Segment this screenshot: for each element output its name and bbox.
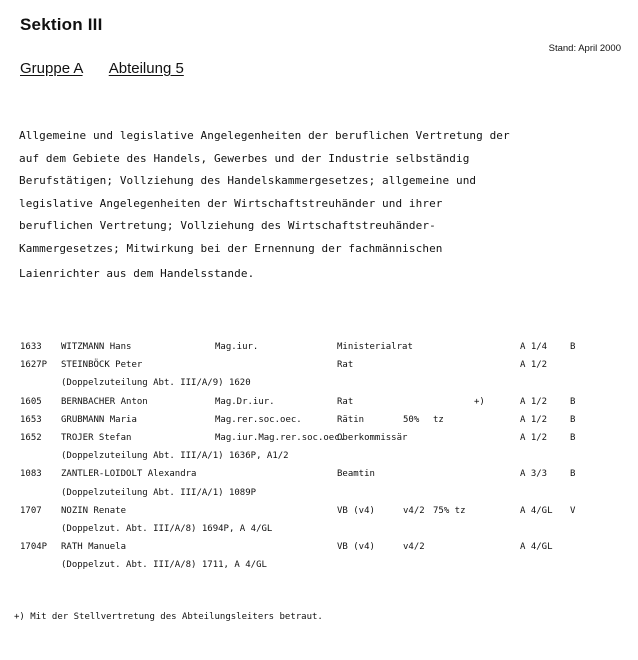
staff-suffix: B	[570, 432, 576, 443]
description-line: Berufstätigen; Vollziehung des Handelskammergesetzes; allgemeine und	[19, 174, 477, 187]
department-description	[19, 125, 629, 286]
staff-row	[0, 538, 638, 556]
description-line: Laienrichter aus dem Handelsstande.	[19, 267, 255, 280]
abteilung-label: Abteilung 5	[108, 60, 184, 77]
description-line: beruflichen Vertretung; Vollziehung des Wirtschaftstreuhänder-	[19, 219, 436, 232]
staff-plus: +)	[474, 396, 485, 407]
staff-name: WITZMANN Hans	[61, 342, 132, 352]
staff-rank: Ministerialrat	[337, 342, 413, 352]
staff-note: (Doppelzuteilung Abt. III/A/1) 1636P, A1/2	[61, 451, 289, 462]
staff-row	[0, 356, 638, 374]
staff-rank: Rat	[337, 360, 354, 371]
staff-row	[0, 393, 638, 411]
staff-grade: A 1/2	[520, 360, 548, 371]
description-line: Allgemeine und legislative Angelegenheiten der beruflichen Vertretung der	[19, 129, 510, 142]
staff-grade: A 1/4	[520, 342, 548, 352]
staff-row	[0, 502, 638, 520]
description-line: legislative Angelegenheiten der Wirtschaftstreuhänder und ihrer	[19, 196, 443, 210]
staff-title: Mag.Dr.iur.	[215, 396, 275, 407]
staff-grade: A 4/GL	[520, 542, 553, 553]
staff-note: (Doppelzut. Abt. III/A/8) 1711, A 4/GL	[61, 560, 267, 571]
staff-note-row	[0, 556, 638, 574]
staff-suffix: B	[570, 414, 576, 425]
staff-grade: A 1/2	[520, 414, 548, 425]
staff-list	[0, 338, 638, 574]
staff-rank: VB (v4)	[337, 542, 375, 553]
staff-name: NOZIN Renate	[61, 505, 127, 516]
staff-rank: Rat	[337, 396, 354, 407]
staff-note-row	[0, 484, 638, 502]
staff-note-row	[0, 520, 638, 538]
staff-grade: A 3/3	[520, 469, 548, 480]
staff-grade: A 1/2	[520, 432, 548, 443]
staff-suffix: B	[570, 396, 576, 407]
staff-note-row	[0, 447, 638, 465]
staff-id: 1627P	[20, 360, 48, 371]
staff-note-row	[0, 374, 638, 392]
staff-row	[0, 411, 638, 429]
staff-title: Mag.iur.Mag.rer.soc.oec.	[215, 432, 346, 443]
gruppe-label: Gruppe A	[20, 60, 83, 77]
staff-x1: v4/2	[403, 542, 425, 553]
staff-grade: A 1/2	[520, 396, 548, 407]
staff-id: 1707	[20, 505, 42, 516]
staff-name: GRUBMANN Maria	[61, 414, 137, 425]
staff-suffix: V	[570, 505, 576, 516]
staff-suffix: B	[570, 342, 576, 352]
staff-id: 1704P	[20, 542, 48, 553]
staff-x1: 50%	[403, 414, 420, 425]
stand-date: Stand: April 2000	[548, 43, 621, 54]
staff-rank: Beamtin	[337, 469, 375, 480]
staff-id: 1633	[20, 342, 42, 352]
staff-rank: VB (v4)	[337, 505, 375, 516]
staff-id: 1083	[20, 469, 42, 480]
staff-title: Mag.rer.soc.oec.	[215, 414, 302, 425]
staff-note: (Doppelzut. Abt. III/A/8) 1694P, A 4/GL	[61, 523, 273, 534]
staff-title: Mag.iur.	[215, 342, 259, 352]
group-heading	[20, 60, 184, 77]
staff-id: 1652	[20, 432, 42, 443]
staff-grade: A 4/GL	[520, 505, 553, 516]
staff-id: 1605	[20, 396, 42, 407]
footnote: +) Mit der Stellvertretung des Abteilungsleiters betraut.	[14, 612, 323, 622]
staff-row	[0, 429, 638, 447]
staff-row	[0, 465, 638, 483]
description-line: auf dem Gebiete des Handels, Gewerbes und der Industrie selbständig	[19, 151, 470, 165]
staff-x1: v4/2	[403, 505, 425, 516]
staff-suffix: B	[570, 469, 576, 480]
staff-id: 1653	[20, 414, 42, 425]
staff-x2: tz	[433, 414, 444, 425]
staff-x2: 75% tz	[433, 505, 466, 516]
staff-name: BERNBACHER Anton	[61, 396, 148, 407]
description-line: Kammergesetzes; Mitwirkung bei der Ernennung der fachmännischen	[19, 241, 443, 255]
staff-row	[0, 338, 638, 356]
staff-note: (Doppelzuteilung Abt. III/A/1) 1089P	[61, 487, 257, 498]
staff-rank: Oberkommissär	[337, 432, 408, 443]
staff-name: TROJER Stefan	[61, 432, 132, 443]
section-title: Sektion III	[20, 15, 103, 34]
staff-name: ZANTLER-LOIDOLT Alexandra	[61, 469, 197, 480]
staff-note: (Doppelzuteilung Abt. III/A/9) 1620	[61, 378, 251, 389]
staff-name: RATH Manuela	[61, 542, 127, 553]
staff-rank: Rätin	[337, 414, 365, 425]
staff-name: STEINBÖCK Peter	[61, 360, 143, 371]
